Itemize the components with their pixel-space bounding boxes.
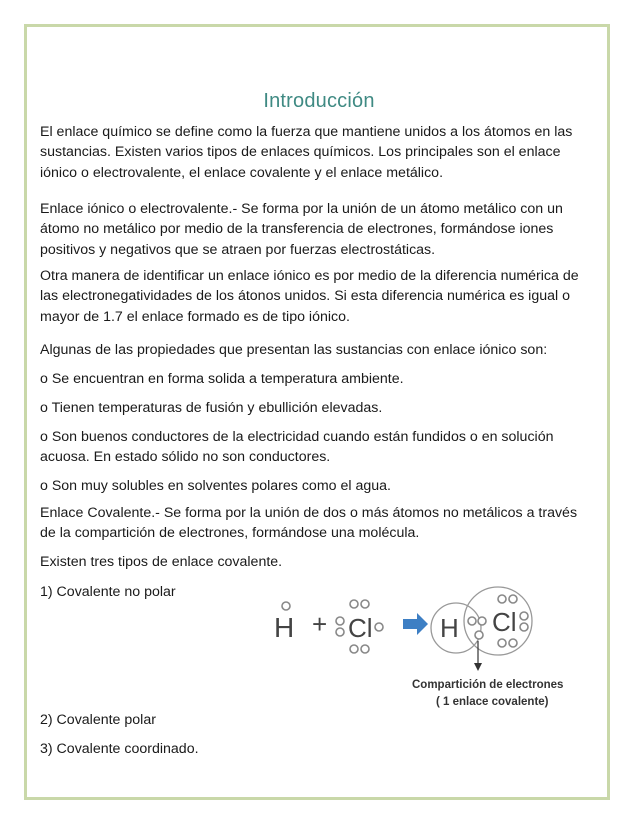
text-line: Enlace Covalente.- Se forma por la unión de dos o más átomos no metálicos a través [40, 505, 578, 521]
text-line: 2) Covalente polar [40, 712, 156, 728]
hcl-covalent-bond-diagram [260, 575, 590, 710]
text-line: Algunas de las propiedades que presentan las sustancias con enlace iónico son: [40, 342, 548, 358]
text-line: o Se encuentran en forma solida a temperatura ambiente. [40, 371, 404, 387]
text-line: las electronegatividades de los átonos unidos. Si esta diferencia numérica es igual o [40, 288, 570, 305]
paragraph-properties-intro [40, 340, 600, 360]
page-title: Introducción [263, 90, 375, 112]
text-line: de la compartición de electrones, formándose una molécula. [40, 525, 420, 542]
electron-dot-icon [336, 628, 344, 636]
pointer-arrowhead-icon [474, 663, 482, 671]
electron-dot-icon [498, 639, 506, 647]
text-line: El enlace químico se define como la fuerza que mantiene unidos a los átomos en las [40, 124, 573, 140]
caption-line-2: ( 1 enlace covalente) [436, 696, 549, 708]
text-line: 1) Covalente no polar [40, 584, 176, 600]
electron-dot-icon [475, 631, 483, 639]
electron-dot-icon [520, 612, 528, 620]
reaction-arrow-icon [403, 613, 428, 635]
electron-dot-icon [509, 595, 517, 603]
text-line: positivos y negativos que se atraen por fuerzas electrostáticas. [40, 241, 436, 258]
electron-dot-icon [375, 623, 383, 631]
text-line: sustancias. Existen varios tipos de enlaces químicos. Los principales son el enlace [40, 144, 561, 161]
list-item-temperatures [40, 398, 600, 418]
electron-dot-icon [520, 623, 528, 631]
list-item-solid [40, 369, 600, 389]
list-item-conductors [40, 427, 600, 468]
text-line: iónico o electrovalente, el enlace covalente y el enlace metálico. [40, 164, 444, 181]
h-symbol-product: H [440, 613, 459, 643]
paragraph-covalent-types [40, 552, 600, 572]
list-item-soluble [40, 476, 600, 496]
paragraph-ionic-bond [40, 199, 600, 260]
h-symbol: H [274, 612, 295, 643]
electron-dot-icon [350, 600, 358, 608]
paragraph-intro [40, 122, 600, 183]
cl-symbol: Cl [348, 613, 373, 643]
text-line: mayor de 1.7 el enlace formado es de tipo iónico. [40, 308, 350, 325]
caption-line-1: Compartición de electrones [412, 679, 564, 691]
electron-dot-icon [336, 617, 344, 625]
electron-dot-icon [350, 645, 358, 653]
electron-dot-icon [498, 595, 506, 603]
text-line: Otra manera de identificar un enlace iónico es por medio de la diferencia numérica de [40, 268, 579, 284]
text-line: acuosa. En estado sólido no son conductores. [40, 449, 331, 466]
text-line: o Son buenos conductores de la electricidad cuando están fundidos o en solución [40, 429, 554, 445]
paragraph-electronegativity [40, 266, 600, 327]
electron-dot-icon [282, 602, 290, 610]
electron-dot-icon [361, 600, 369, 608]
list-item-polar [40, 710, 600, 730]
electron-dot-icon [361, 645, 369, 653]
text-line: Enlace iónico o electrovalente.- Se forma por la unión de un átomo metálico con un [40, 201, 563, 217]
shared-electron-icon [468, 617, 476, 625]
paragraph-covalent-bond [40, 503, 600, 544]
text-line: 3) Covalente coordinado. [40, 741, 199, 757]
text-line: o Son muy solubles en solventes polares como el agua. [40, 478, 391, 494]
text-line: átomo no metálico por medio de la transferencia de electrones, formándose iones [40, 221, 554, 238]
electron-dot-icon [509, 639, 517, 647]
cl-symbol-product: Cl [492, 607, 517, 637]
plus-sign: + [312, 609, 328, 639]
list-item-coordinate [40, 739, 600, 759]
shared-electron-icon [478, 617, 486, 625]
text-line: Existen tres tipos de enlace covalente. [40, 554, 283, 570]
text-line: o Tienen temperaturas de fusión y ebullición elevadas. [40, 400, 383, 416]
